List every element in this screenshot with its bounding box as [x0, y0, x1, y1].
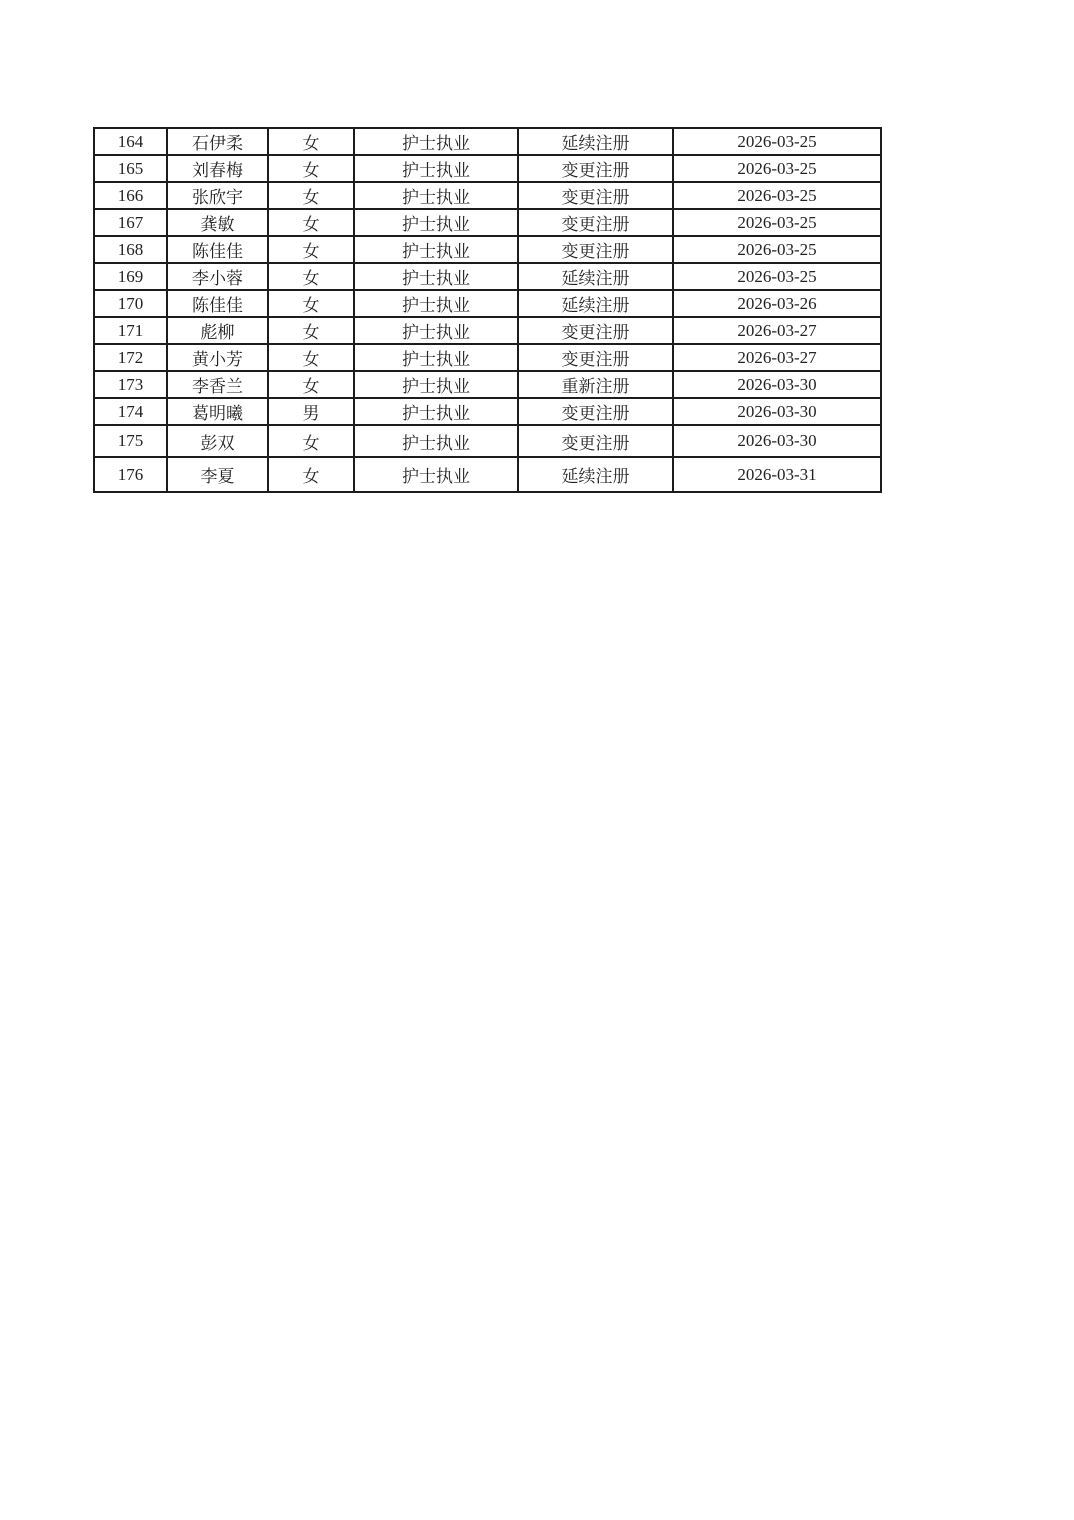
table-row: [94, 182, 881, 209]
seq-cell: 164: [94, 128, 167, 155]
date-cell: 2026-03-25: [673, 236, 881, 263]
category-cell: 护士执业: [354, 398, 518, 425]
gender-cell: 女: [268, 236, 354, 263]
registration-table-body: [94, 128, 881, 492]
date-cell: 2026-03-25: [673, 263, 881, 290]
reg-type-cell: 变更注册: [518, 317, 673, 344]
category-cell: 护士执业: [354, 371, 518, 398]
category-cell: 护士执业: [354, 317, 518, 344]
name-cell: 陈佳佳: [167, 236, 268, 263]
seq-cell: 166: [94, 182, 167, 209]
date-cell: 2026-03-25: [673, 155, 881, 182]
name-cell: 李小蓉: [167, 263, 268, 290]
table-row: [94, 263, 881, 290]
category-cell: 护士执业: [354, 457, 518, 492]
category-cell: 护士执业: [354, 155, 518, 182]
date-cell: 2026-03-25: [673, 182, 881, 209]
table-row: [94, 425, 881, 457]
reg-type-cell: 变更注册: [518, 398, 673, 425]
reg-type-cell: 延续注册: [518, 290, 673, 317]
reg-type-cell: 延续注册: [518, 457, 673, 492]
name-cell: 石伊柔: [167, 128, 268, 155]
seq-cell: 169: [94, 263, 167, 290]
gender-cell: 女: [268, 317, 354, 344]
gender-cell: 女: [268, 155, 354, 182]
seq-cell: 173: [94, 371, 167, 398]
category-cell: 护士执业: [354, 236, 518, 263]
gender-cell: 女: [268, 209, 354, 236]
gender-cell: 女: [268, 457, 354, 492]
gender-cell: 女: [268, 290, 354, 317]
reg-type-cell: 变更注册: [518, 236, 673, 263]
table-row: [94, 371, 881, 398]
gender-cell: 女: [268, 128, 354, 155]
name-cell: 张欣宇: [167, 182, 268, 209]
category-cell: 护士执业: [354, 290, 518, 317]
name-cell: 彪柳: [167, 317, 268, 344]
date-cell: 2026-03-30: [673, 398, 881, 425]
table-row: [94, 344, 881, 371]
name-cell: 龚敏: [167, 209, 268, 236]
category-cell: 护士执业: [354, 128, 518, 155]
date-cell: 2026-03-25: [673, 209, 881, 236]
category-cell: 护士执业: [354, 209, 518, 236]
reg-type-cell: 延续注册: [518, 263, 673, 290]
date-cell: 2026-03-26: [673, 290, 881, 317]
reg-type-cell: 变更注册: [518, 209, 673, 236]
gender-cell: 女: [268, 425, 354, 457]
name-cell: 葛明曦: [167, 398, 268, 425]
table-row: [94, 155, 881, 182]
seq-cell: 176: [94, 457, 167, 492]
seq-cell: 171: [94, 317, 167, 344]
name-cell: 黄小芳: [167, 344, 268, 371]
gender-cell: 女: [268, 182, 354, 209]
name-cell: 彭双: [167, 425, 268, 457]
table-row: [94, 457, 881, 492]
date-cell: 2026-03-27: [673, 317, 881, 344]
reg-type-cell: 延续注册: [518, 128, 673, 155]
name-cell: 李夏: [167, 457, 268, 492]
gender-cell: 女: [268, 371, 354, 398]
table-row: [94, 290, 881, 317]
table-row: [94, 317, 881, 344]
seq-cell: 172: [94, 344, 167, 371]
seq-cell: 174: [94, 398, 167, 425]
name-cell: 刘春梅: [167, 155, 268, 182]
category-cell: 护士执业: [354, 344, 518, 371]
reg-type-cell: 重新注册: [518, 371, 673, 398]
name-cell: 陈佳佳: [167, 290, 268, 317]
name-cell: 李香兰: [167, 371, 268, 398]
table-row: [94, 128, 881, 155]
seq-cell: 165: [94, 155, 167, 182]
date-cell: 2026-03-31: [673, 457, 881, 492]
date-cell: 2026-03-25: [673, 128, 881, 155]
gender-cell: 男: [268, 398, 354, 425]
table-row: [94, 209, 881, 236]
reg-type-cell: 变更注册: [518, 155, 673, 182]
seq-cell: 170: [94, 290, 167, 317]
seq-cell: 168: [94, 236, 167, 263]
table-row: [94, 398, 881, 425]
category-cell: 护士执业: [354, 263, 518, 290]
date-cell: 2026-03-30: [673, 371, 881, 398]
date-cell: 2026-03-30: [673, 425, 881, 457]
registration-table: [93, 127, 882, 493]
seq-cell: 175: [94, 425, 167, 457]
gender-cell: 女: [268, 263, 354, 290]
reg-type-cell: 变更注册: [518, 425, 673, 457]
category-cell: 护士执业: [354, 182, 518, 209]
reg-type-cell: 变更注册: [518, 344, 673, 371]
table-row: [94, 236, 881, 263]
gender-cell: 女: [268, 344, 354, 371]
category-cell: 护士执业: [354, 425, 518, 457]
seq-cell: 167: [94, 209, 167, 236]
reg-type-cell: 变更注册: [518, 182, 673, 209]
date-cell: 2026-03-27: [673, 344, 881, 371]
